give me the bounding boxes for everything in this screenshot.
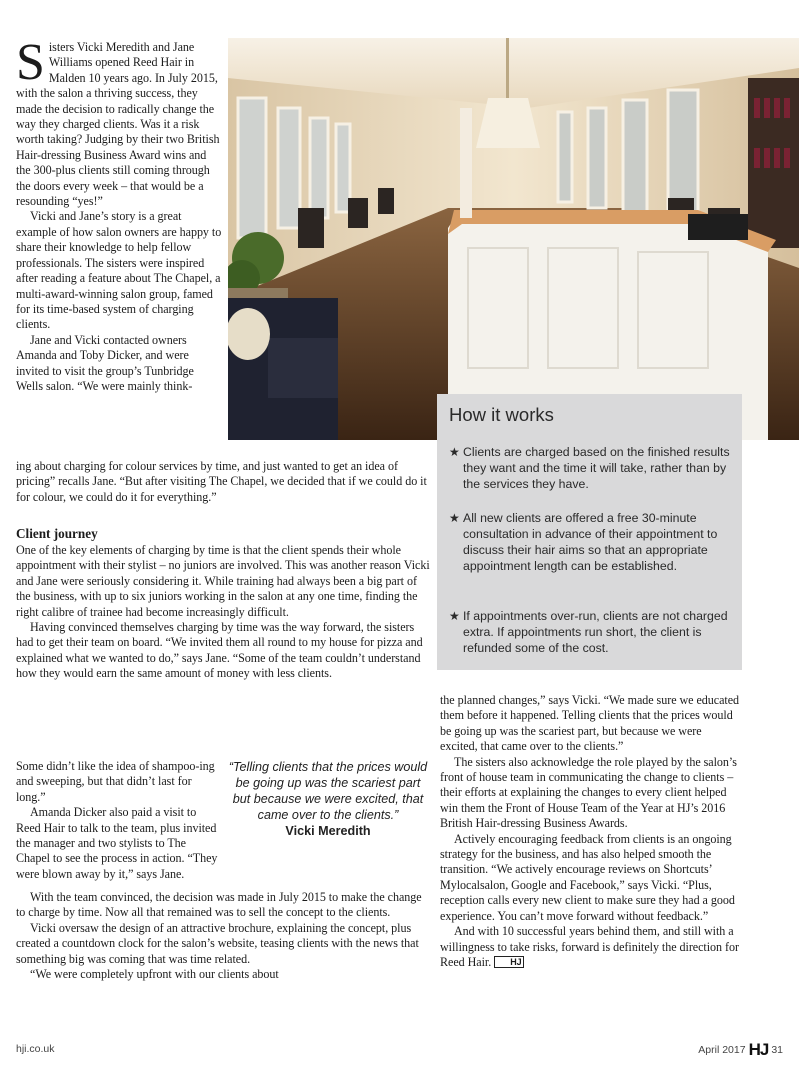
drop-cap: S — [16, 34, 45, 91]
how-it-works-item — [449, 608, 739, 656]
front-of-house-paragraph: The sisters also acknowledge the role played by the salon’s front of house team in communicating the change to clients – their efforts at explaining the changes to every client helped win them the Front of House Team of the Year at HJ’s 2016 British Hair-dressing Business Awards. — [440, 754, 737, 831]
how-it-works-item — [449, 444, 739, 492]
star-icon: ★ — [449, 445, 460, 459]
feedback-paragraph: Actively encouraging feedback from clients is an ongoing strategy for the business, and has also helped smooth the transition. “We actively encourage reviews on Shortcuts’ Mylocalsalon, Google and Facebook,” says Vicki. “Plus, reception calls every new client to make sure they had a good experience. You can’t move forward without feedback.” — [440, 831, 735, 923]
shampoo-paragraph: Some didn’t like the idea of shampoo-ing and sweeping, but that didn’t last for long.” — [16, 759, 215, 804]
star-icon: ★ — [449, 511, 460, 525]
left-column-bottom-text — [16, 890, 432, 982]
decision-paragraph: With the team convinced, the decision was made in July 2015 to make the change to charge by time. Now all that remained was to sell the concept to the clients. — [16, 890, 422, 920]
pull-quote-text: “Telling clients that the prices would be going up was the scariest part but because we were excited, that came over to the clients.” — [228, 760, 428, 822]
footer-issue: April 2017 — [698, 1044, 746, 1056]
team-paragraph: Having convinced themselves charging by time was the way forward, the sisters had to get their team on board. “We invited them all round to my house for pizza and explained what we wanted to do,” says Jane. “Some of the team couldn’t understand how they would earn the same amount of money with less clients. — [16, 620, 423, 681]
narrow-text-beside-quote — [16, 759, 222, 882]
amanda-visit-paragraph: Amanda Dicker also paid a visit to Reed Hair to talk to the team, plus invited the manager and two stylists to The Chapel to see the process in action. “They were blown away by it,” says Jane. — [16, 805, 218, 881]
visit-paragraph-end — [16, 459, 432, 505]
how-it-works-item-text: If appointments over-run, clients are not charged extra. If appointments run short, the client is refunded some of the cost. — [463, 609, 728, 655]
footer-site: hji.co.uk — [16, 1043, 55, 1055]
footer-folio — [698, 1040, 783, 1060]
how-it-works-title: How it works — [449, 404, 554, 425]
intro-paragraph: isters Vicki Meredith and Jane Williams opened Reed Hair in Malden 10 years ago. In July 2015, with the salon a thriving success, they made the decision to radically change the way they charged clients. Was it a risk worth taking? Judging by their two British Hair-dressing Business Award wins and the 300-plus clients still coming through the doors every week – that would be a resounding “yes!” — [16, 40, 220, 209]
how-it-works-item-text: All new clients are offered a free 30-minute consultation in advance of their appointment to discuss their hair aims so that an appropriate appointment length can be established. — [463, 511, 718, 573]
brochure-paragraph: Vicki oversaw the design of an attractive brochure, explaining the concept, plus created a countdown clock for the salon’s website, teasing clients with the news that something big was coming that was time related. — [16, 920, 419, 966]
section-heading-client-journey: Client journey — [16, 526, 98, 541]
hj-logo: HJ — [748, 1040, 769, 1059]
how-it-works-box — [437, 394, 742, 670]
visit-paragraph-continued: ing about charging for colour services by time, and just wanted to get an idea of pricing” recalls Jane. “But after visiting The Chapel, we decided that if we could do it for colour, we could do it for everything.” — [16, 459, 427, 504]
pull-quote — [228, 759, 428, 839]
intro-text-narrow — [16, 34, 222, 394]
salon-interior-photo — [228, 38, 799, 440]
client-journey-text — [16, 543, 432, 682]
star-icon: ★ — [449, 609, 460, 623]
client-journey-paragraph: One of the key elements of charging by time is that the client spends their whole appointment with their stylist – no juniors are involved. This was another reason Vicki and Jane were seriously considering it. While training had always been a big part of the business, with up to six juniors working in the salon at any one time, finding the right calibre of trainee had become increasingly difficult. — [16, 543, 430, 619]
closing-paragraph: And with 10 successful years behind them, and still with a willingness to take risks, forward is definitely the direction for Reed Hair. — [440, 924, 739, 969]
how-it-works-item-text: Clients are charged based on the finished results they want and the time it will take, rather than by the services they have. — [463, 445, 730, 491]
end-mark-icon: HJ — [494, 956, 523, 968]
right-column-text — [440, 693, 740, 970]
upfront-paragraph: “We were completely upfront with our clients about — [30, 967, 279, 982]
pull-quote-author: Vicki Meredith — [285, 824, 371, 838]
visit-paragraph-start: Jane and Vicki contacted owners Amanda and Toby Dicker, and were invited to visit the group’s Tunbridge Wells salon. “We were mainly think- — [16, 332, 194, 393]
page-number: 31 — [771, 1044, 783, 1056]
how-it-works-item — [449, 510, 739, 574]
story-paragraph: Vicki and Jane’s story is a great example of how salon owners are happy to share their knowledge to help fellow professionals. The sisters were inspired after reading a feature about The Chapel, a multi-award-winning salon group, famed for its time-based system of charging clients. — [16, 209, 222, 332]
planned-changes-paragraph: the planned changes,” says Vicki. “We made sure we educated them before it happened. Telling clients that the prices would be going up was the scariest part, but because we were excited, that came over to the clients.” — [440, 693, 740, 754]
